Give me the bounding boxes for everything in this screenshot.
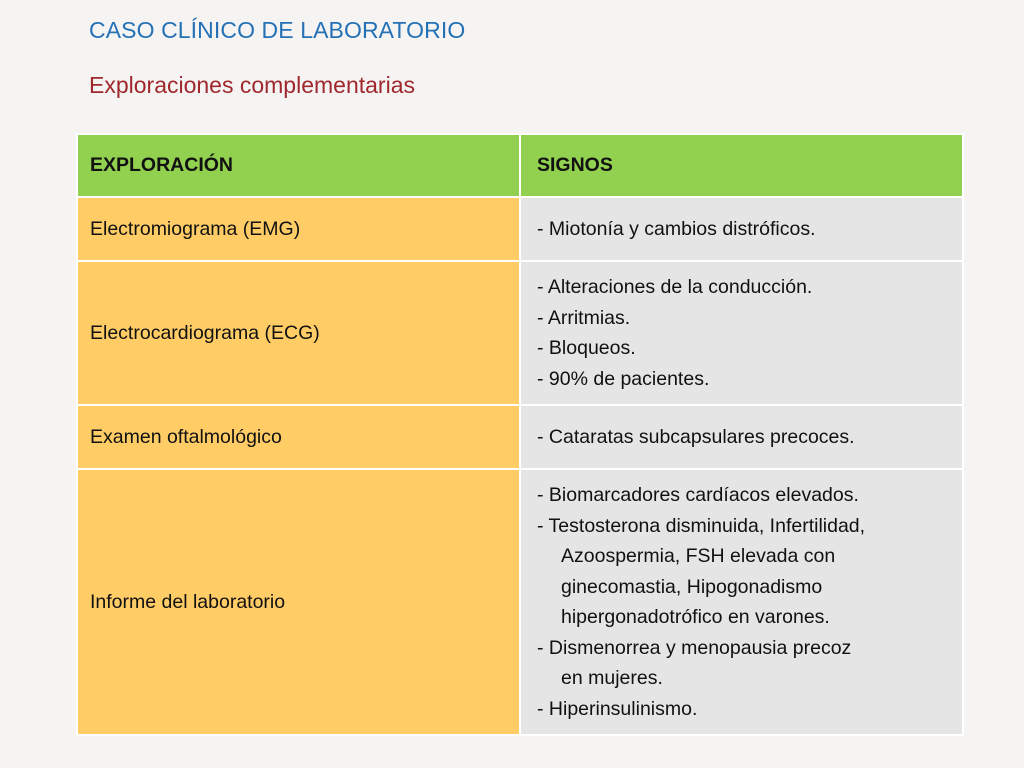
table-row xyxy=(77,405,963,469)
sign-line-continuation: ginecomastia, Hipogonadismo xyxy=(561,575,823,598)
signos-cell xyxy=(520,197,963,261)
sign-line: - 90% de pacientes. xyxy=(537,367,710,390)
sign-line: - Miotonía y cambios distróficos. xyxy=(537,217,816,240)
sign-line: - Hiperinsulinismo. xyxy=(537,697,698,720)
signos-cell xyxy=(520,469,963,735)
header-signos: SIGNOS xyxy=(520,134,963,197)
table-header-row xyxy=(77,134,963,197)
sign-line: - Arritmias. xyxy=(537,306,631,329)
sign-line-continuation: hipergonadotrófico en varones. xyxy=(561,606,830,628)
table-row xyxy=(77,261,963,405)
exploracion-cell: Examen oftalmológico xyxy=(77,405,520,469)
header-exploracion: EXPLORACIÓN xyxy=(77,134,520,197)
sign-line-continuation: Azoospermia, FSH elevada con xyxy=(561,545,836,567)
sign-line: - Alteraciones de la conducción. xyxy=(537,276,813,298)
exploracion-cell: Electromiograma (EMG) xyxy=(77,197,520,261)
sign-line: - Testosterona disminuida, Infertilidad, xyxy=(537,514,866,537)
table-row xyxy=(77,469,963,735)
signos-cell xyxy=(520,405,963,469)
exploracion-cell: Informe del laboratorio xyxy=(77,469,520,735)
exploracion-cell: Electrocardiograma (ECG) xyxy=(77,261,520,405)
slide-title: CASO CLÍNICO DE LABORATORIO xyxy=(89,17,466,43)
sign-line: - Cataratas subcapsulares precoces. xyxy=(537,425,855,448)
sign-line-continuation: en mujeres. xyxy=(561,667,663,689)
sign-line: - Biomarcadores cardíacos elevados. xyxy=(537,484,859,506)
slide-subtitle: Exploraciones complementarias xyxy=(89,72,415,98)
sign-line: - Bloqueos. xyxy=(537,337,636,359)
sign-line: - Dismenorrea y menopausia precoz xyxy=(537,636,852,659)
signos-cell xyxy=(520,261,963,405)
exploraciones-table xyxy=(76,133,964,736)
table-row xyxy=(77,197,963,261)
